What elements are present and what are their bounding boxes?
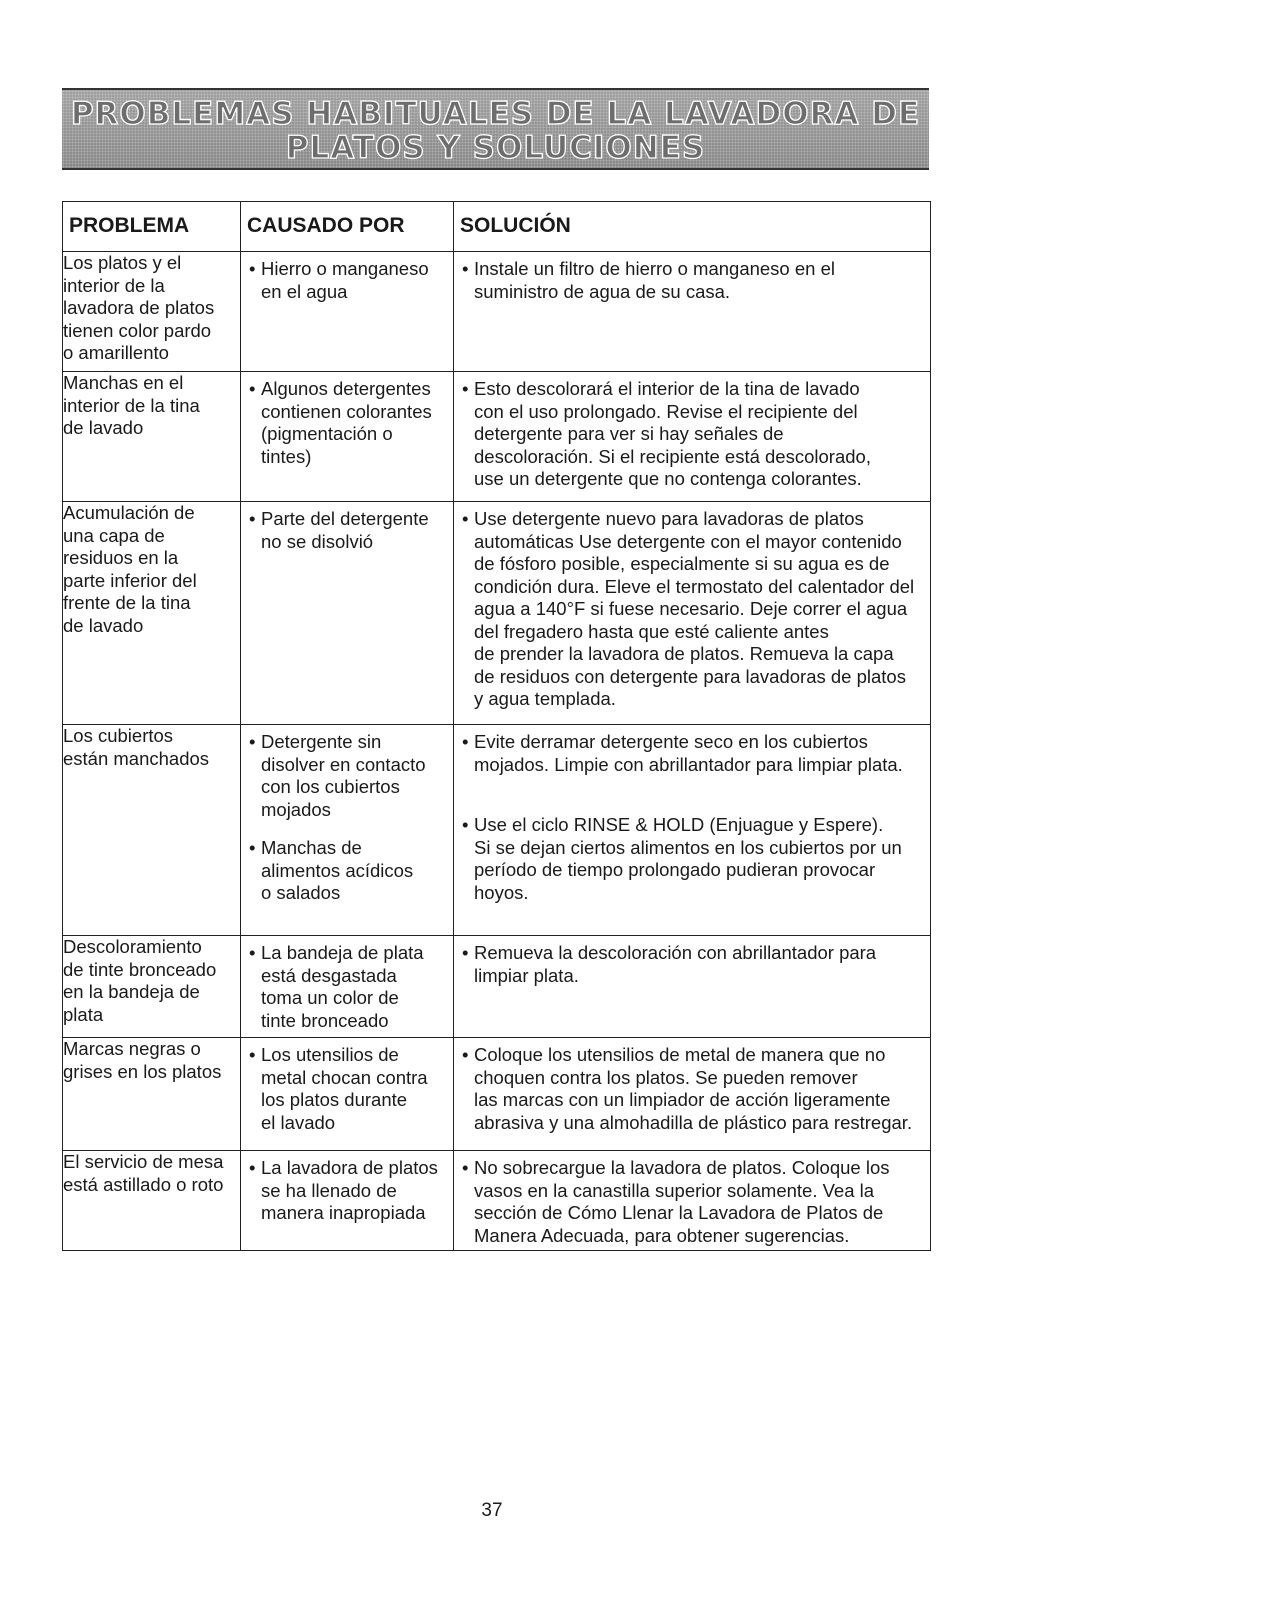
solution-cell: [454, 725, 931, 936]
bullet: •: [462, 814, 469, 835]
bullet: •: [249, 1044, 256, 1065]
bullet: •: [462, 1044, 469, 1065]
problem-text: Descoloramiento de tinte bronceado en la bandeja de plata: [63, 936, 217, 1025]
problem-text: Acumulación de una capa de residuos en la parte inferior del frente de la tina de lavado: [63, 502, 197, 636]
problem-text: Los cubiertos están manchados: [63, 725, 210, 769]
problem-cell: [63, 1151, 241, 1251]
table-row: [63, 372, 931, 502]
bullet: •: [249, 508, 256, 529]
solution-cell: [454, 252, 931, 372]
bullet: •: [249, 378, 256, 399]
bullet: •: [462, 1157, 469, 1178]
cause-text: Algunos detergentes contienen colorantes (pigmentación o tintes): [261, 378, 432, 467]
header-cause: CAUSADO POR: [241, 202, 454, 252]
problem-text: Marcas negras o grises en los platos: [63, 1038, 222, 1082]
cause-cell: [241, 936, 454, 1038]
solution-text: No sobrecargue la lavadora de platos. Coloque los vasos en la canastilla superior solamente. Vea la sección de Cómo Llenar la Lavadora de Platos de Manera Adecuada, para obtener sugerencias.: [474, 1157, 890, 1246]
bullet: •: [462, 258, 469, 279]
bullet: •: [249, 731, 256, 752]
troubleshooting-table: [62, 201, 931, 1251]
solution-cell: [454, 372, 931, 502]
bullet: •: [462, 508, 469, 529]
solution-text: Coloque los utensilios de metal de manera que no choquen contra los platos. Se pueden remover las marcas con un limpiador de acción ligeramente abrasiva y una almohadilla de plástico para restregar.: [474, 1044, 913, 1133]
bullet: •: [462, 378, 469, 399]
solution-text: Evite derramar detergente seco en los cubiertos mojados. Limpie con abrillantador para limpiar plata.: [474, 731, 903, 775]
solution-text: Remueva la descoloración con abrillantador para limpiar plata.: [474, 942, 877, 986]
problem-cell: [63, 252, 241, 372]
header-problem: PROBLEMA: [63, 202, 241, 252]
bullet: •: [249, 837, 256, 858]
solution-cell: [454, 1151, 931, 1251]
header-solution: SOLUCIÓN: [454, 202, 931, 252]
table-header-row: [63, 202, 931, 252]
cause-cell: [241, 372, 454, 502]
bullet: •: [249, 1157, 256, 1178]
cause-text: Parte del detergente no se disolvió: [261, 508, 429, 552]
problem-cell: [63, 372, 241, 502]
problem-text: Manchas en el interior de la tina de lavado: [63, 372, 200, 438]
bullet: •: [249, 258, 256, 279]
problem-text: Los platos y el interior de la lavadora de platos tienen color pardo o amarillento: [63, 252, 215, 363]
problem-cell: [63, 725, 241, 936]
cause-cell: [241, 1151, 454, 1251]
table-row: [63, 1151, 931, 1251]
table-row: [63, 725, 931, 936]
cause-cell: [241, 725, 454, 936]
problem-cell: [63, 936, 241, 1038]
table-row: [63, 502, 931, 725]
cause-text: La lavadora de platos se ha llenado de manera inapropiada: [261, 1157, 438, 1223]
bullet: •: [462, 942, 469, 963]
page-number: 37: [481, 1500, 503, 1521]
solution-cell: [454, 936, 931, 1038]
table-row: [63, 936, 931, 1038]
cause-text: La bandeja de plata está desgastada toma un color de tinte bronceado: [261, 942, 424, 1031]
cause-text: Manchas de alimentos acídicos o salados: [261, 837, 414, 903]
bullet: •: [462, 731, 469, 752]
solution-text: Instale un filtro de hierro o manganeso en el suministro de agua de su casa.: [474, 258, 835, 302]
cause-cell: [241, 1038, 454, 1151]
bullet: •: [249, 942, 256, 963]
title-line-1: PROBLEMAS HABITUALES DE LA LAVADORA DE: [70, 96, 921, 132]
solution-text: Esto descolorará el interior de la tina de lavado con el uso prolongado. Revise el recipiente del detergente para ver si hay señales de descoloración. Si el recipiente está descolorado, use un detergente que no contenga colorantes.: [474, 378, 871, 489]
solution-text: Use el ciclo RINSE & HOLD (Enjuague y Espere). Si se dejan ciertos alimentos en los cubiertos por un período de tiempo prolongado pudieran provocar hoyos.: [474, 814, 902, 903]
title-banner: [62, 88, 929, 170]
solution-text: Use detergente nuevo para lavadoras de platos automáticas Use detergente con el mayor contenido de fósforo posible, especialmente si su agua es de condición dura. Eleve el termostato del calentador del agua a 140°F si fuese necesario. Deje correr el agua del fregadero hasta que esté caliente antes de prender la lavadora de platos. Remueva la capa de residuos con detergente para lavadoras de platos y agua templada.: [474, 508, 915, 709]
cause-cell: [241, 252, 454, 372]
table-row: [63, 1038, 931, 1151]
cause-cell: [241, 502, 454, 725]
cause-text: Detergente sin disolver en contacto con los cubiertos mojados: [261, 731, 426, 820]
solution-cell: [454, 1038, 931, 1151]
cause-text: Los utensilios de metal chocan contra los platos durante el lavado: [261, 1044, 428, 1133]
problem-cell: [63, 1038, 241, 1151]
solution-cell: [454, 502, 931, 725]
cause-text: Hierro o manganeso en el agua: [261, 258, 429, 302]
problem-cell: [63, 502, 241, 725]
problem-text: El servicio de mesa está astillado o roto: [63, 1151, 224, 1195]
table-row: [63, 252, 931, 372]
title-line-2: PLATOS Y SOLUCIONES: [285, 130, 706, 166]
